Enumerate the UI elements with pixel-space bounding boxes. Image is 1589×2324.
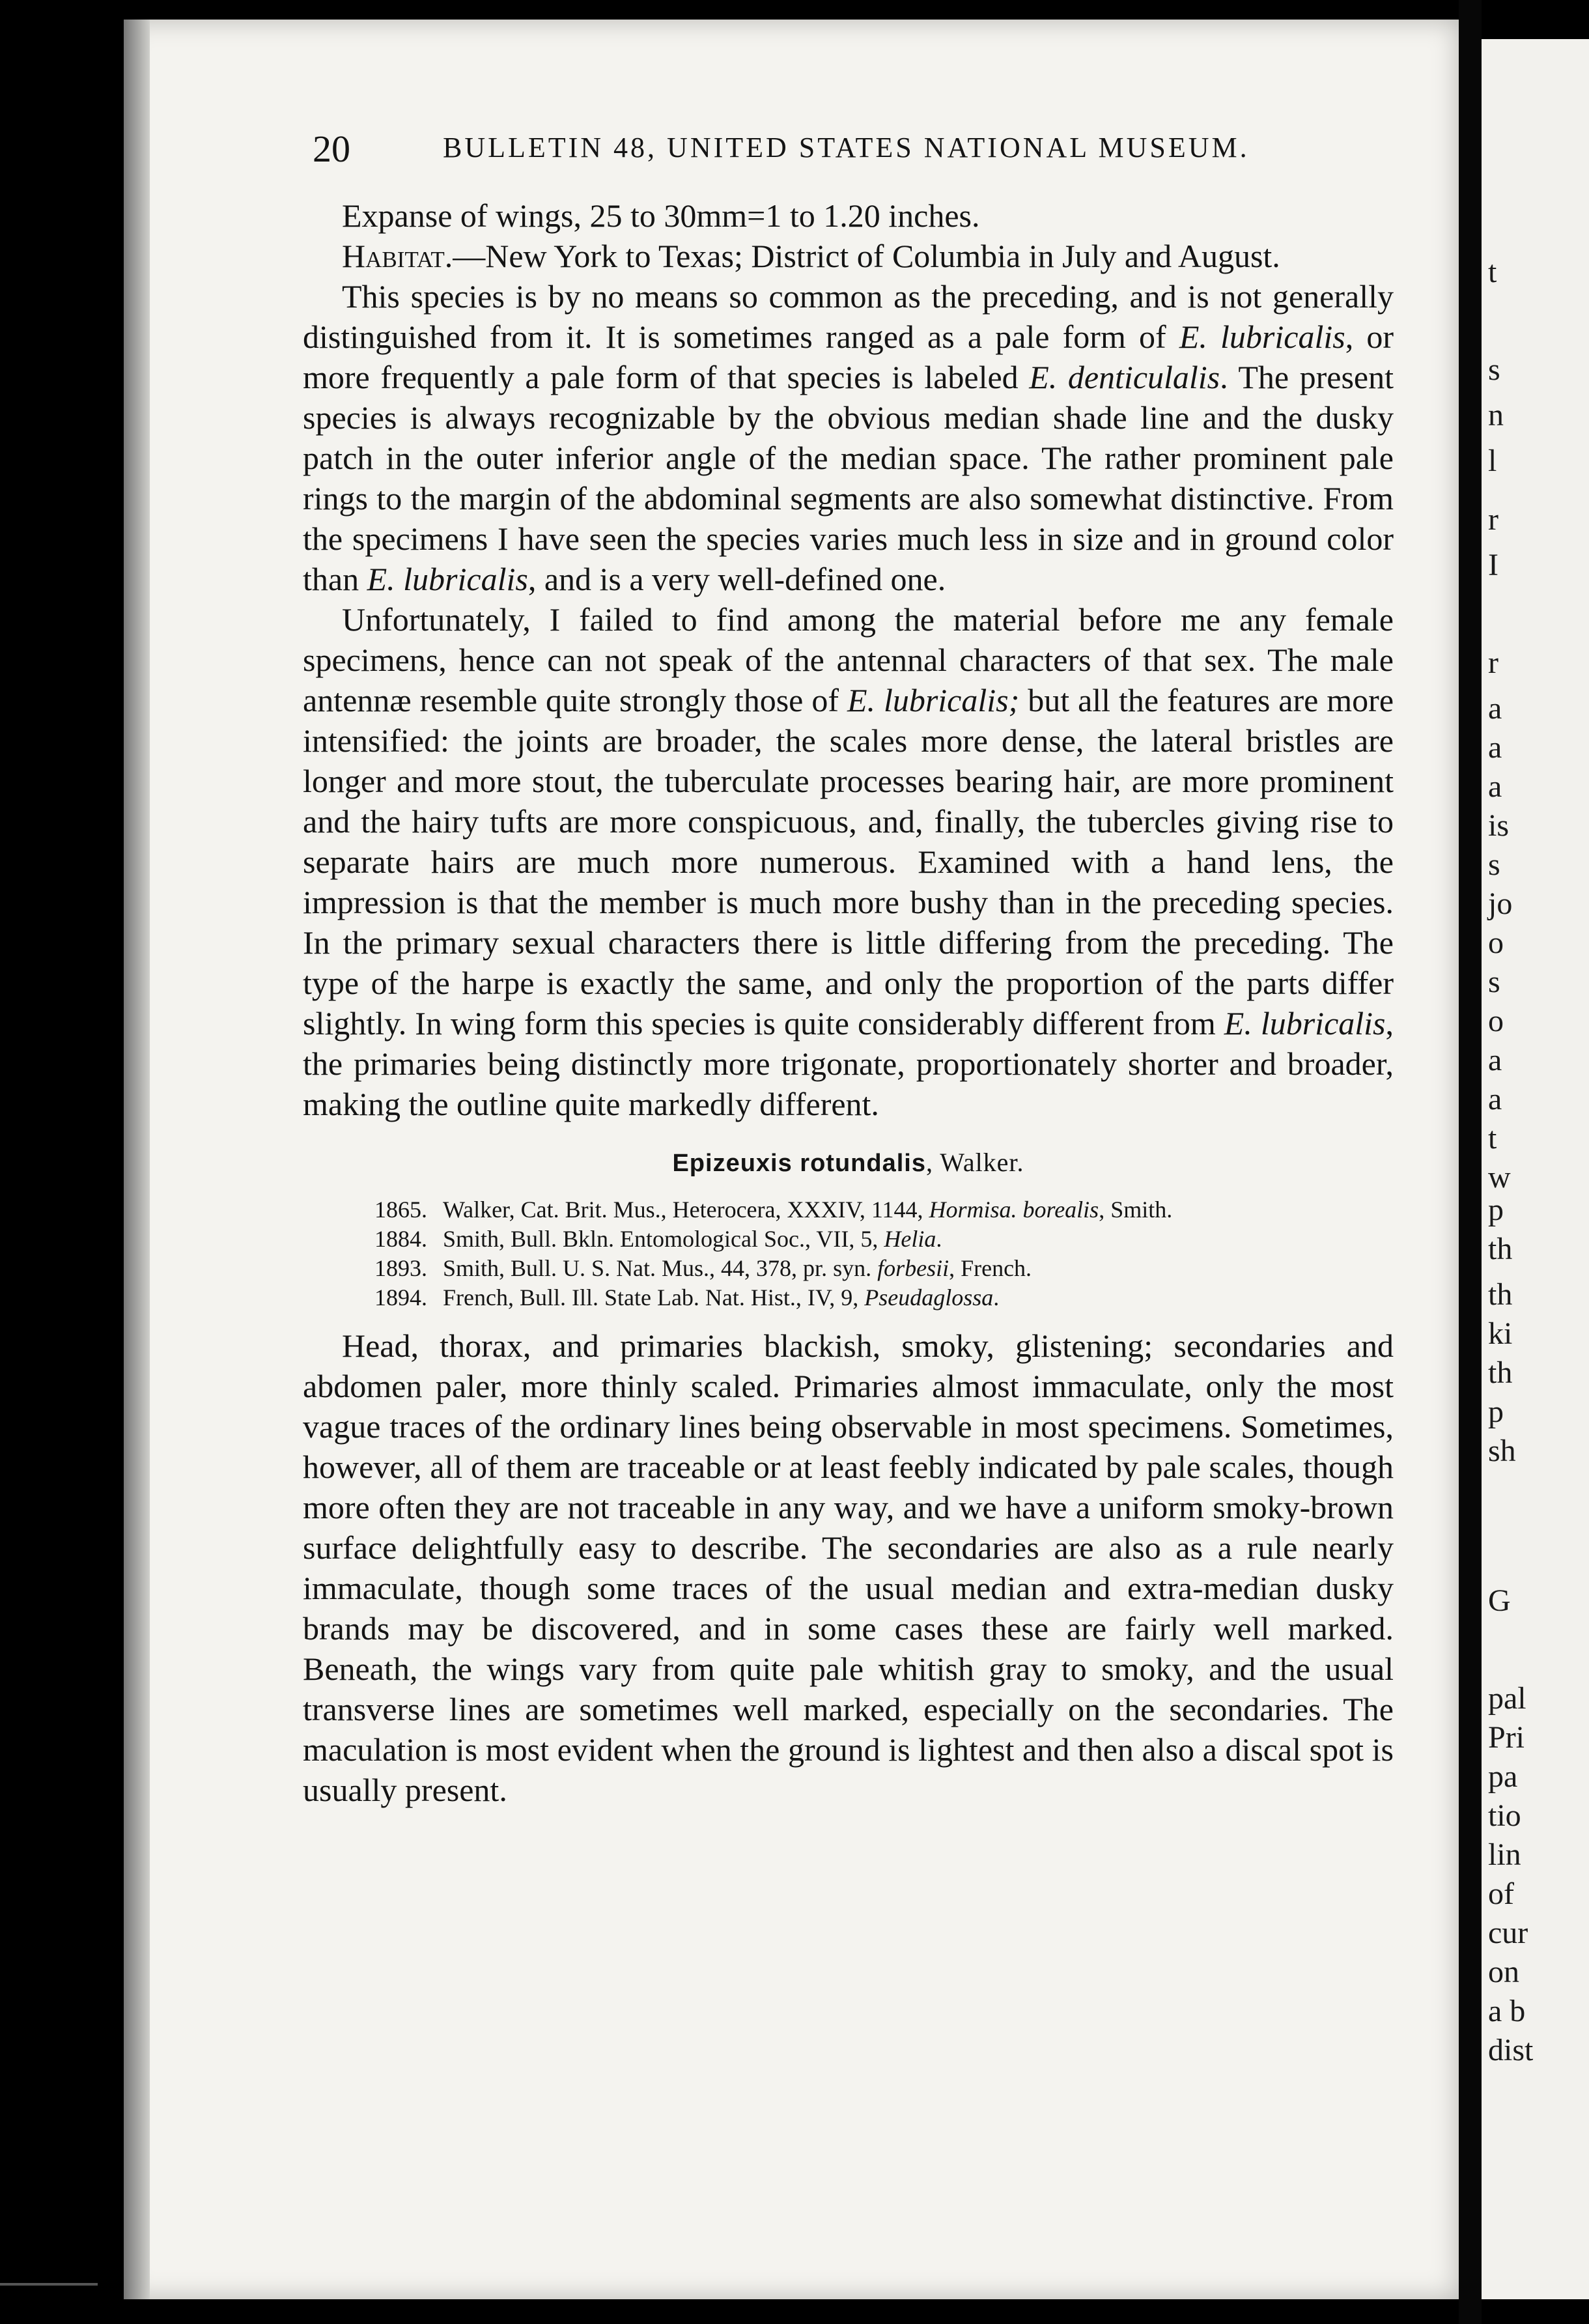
description-paragraph: Head, thorax, and primaries blackish, smoky, glistening; secondaries and abdomen paler, more thinly scaled. Primaries almost immaculate, only the most vague traces of the ordinary lines being observable in most specimens. Sometimes, however, all of them are traceable or at least feebly indicated by pale scales, though more often they are not traceable in any way, and we have a uniform smoky-brown surface delightfully easy to describe. The secondaries are also as a rule nearly immaculate, though some traces of the usual median and extra-median dusky brands may be discovered, and in some cases these are fairly well marked. Beneath, the wings vary from quite pale whitish gray to smoky, and the usual transverse lines are sometimes well marked, especially on the secondaries. The maculation is most evident when the ground is lightest and then also a discal spot is usually present. — [303, 1327, 1394, 1808]
reference-year: 1894. — [374, 1284, 427, 1311]
facing-page-fragment: Pri — [1488, 1720, 1525, 1755]
facing-page-fragment: a — [1488, 769, 1502, 804]
reference-entry — [374, 1254, 1394, 1283]
facing-page-fragment: n — [1488, 398, 1504, 432]
facing-page-fragment: a — [1488, 691, 1502, 726]
facing-page-fragment: cur — [1488, 1916, 1528, 1950]
facing-page-fragment: dist — [1488, 2033, 1534, 2067]
facing-page-fragment: I — [1488, 548, 1498, 582]
facing-page-fragment: th — [1488, 1232, 1513, 1266]
species-ref: E. lubricalis — [1224, 1005, 1386, 1042]
page-spine-shadow — [124, 20, 150, 2299]
species-heading — [303, 1142, 1394, 1183]
facing-page-fragment: p — [1488, 1193, 1504, 1227]
facing-page-fragment: pal — [1488, 1681, 1526, 1716]
reference-text: , French. — [949, 1255, 1032, 1281]
reference-year: 1884. — [374, 1226, 427, 1252]
paragraph-antennae — [303, 599, 1394, 1124]
reference-name: forbesii — [877, 1255, 949, 1281]
species-name: Epizeuxis rotundalis — [672, 1150, 926, 1177]
facing-page-fragment: is — [1488, 808, 1510, 843]
facing-page-edge — [1482, 39, 1589, 2299]
reference-name: Hormisa. borealis — [929, 1197, 1099, 1223]
facing-page-fragment: G — [1488, 1583, 1511, 1618]
species-ref: E. lubricalis — [367, 561, 528, 597]
paragraph-text: This species is by no means so common as the preceding, and is not generally distinguished from it. It is sometimes ranged as a pale form of — [303, 278, 1394, 355]
facing-page-fragment: on — [1488, 1955, 1519, 1989]
paragraph-text: but all the features are more intensified: the joints are broader, the scales more dense, the lateral bristles are longer and more stout, the tuberculate processes bearing hair, are more prominent and the hairy tufts are more conspicuous, and, finally, the tubercles giving rise to separate hairs are much more numerous. Examined with a hand lens, the impression is that the member is much more bushy than in the preceding species. In the primary sexual characters there is little differing from the preceding. The type of the harpe is exactly the same, and only the proportion of the parts differ slightly. In wing form this species is quite considerably different from — [303, 682, 1394, 1042]
reference-text: Smith, Bull. Bkln. Entomological Soc., VII, 5, — [443, 1226, 884, 1252]
facing-page-fragment: a b — [1488, 1994, 1526, 2028]
species-ref: E. denticulalis — [1029, 359, 1220, 395]
scan-artifact — [0, 2283, 98, 2286]
facing-page-fragment: s — [1488, 847, 1500, 882]
book-gutter — [1459, 0, 1482, 2324]
facing-page-fragment: a — [1488, 1082, 1502, 1116]
facing-page-fragment: t — [1488, 1121, 1497, 1155]
expanse-line: Expanse of wings, 25 to 30mm=1 to 1.20 inches. — [342, 197, 980, 234]
reference-name: Pseudaglossa — [864, 1284, 994, 1311]
synonymy-references — [303, 1195, 1394, 1312]
page-body — [303, 195, 1394, 1810]
facing-page-fragment: lin — [1488, 1837, 1521, 1872]
paragraph-text: , and is a very well-defined one. — [527, 561, 946, 597]
facing-page-fragment: s — [1488, 352, 1500, 387]
running-head: BULLETIN 48, UNITED STATES NATIONAL MUSEUM. — [443, 132, 1250, 163]
facing-page-fragment: a — [1488, 730, 1502, 765]
page-number: 20 — [313, 128, 350, 170]
habitat-label: Habitat. — [342, 238, 453, 274]
facing-page-fragment: pa — [1488, 1759, 1518, 1794]
species-ref: E. lubricalis; — [847, 682, 1020, 718]
reference-text: Smith, Bull. U. S. Nat. Mus., 44, 378, pr. syn. — [443, 1255, 878, 1281]
facing-page-fragment: r — [1488, 502, 1498, 537]
paragraph-text: . The present species is always recognizable by the obvious median shade line and the dusky patch in the outer inferior angle of the median space. The rather prominent pale rings to the margin of the abdominal segments are also somewhat distinctive. From the specimens I have seen the species varies much less in size and in ground color than — [303, 359, 1394, 597]
paragraph-text: , or more frequently a pale form of that species is labeled — [303, 319, 1394, 395]
facing-page-fragment: w — [1488, 1160, 1511, 1195]
facing-page-fragment: o — [1488, 926, 1504, 960]
reference-text: . — [936, 1226, 942, 1252]
facing-page-fragment: t — [1488, 255, 1497, 289]
facing-page-fragment: jo — [1488, 886, 1513, 921]
reference-entry — [374, 1283, 1394, 1312]
facing-page-fragment: tio — [1488, 1798, 1521, 1833]
reference-year: 1893. — [374, 1255, 427, 1281]
facing-page-fragment: th — [1488, 1355, 1513, 1390]
facing-page-fragment: ki — [1488, 1316, 1513, 1351]
reference-year: 1865. — [374, 1197, 427, 1223]
reference-text: Walker, Cat. Brit. Mus., Heterocera, XXXIV, 1144, — [443, 1197, 929, 1223]
facing-page-fragment: sh — [1488, 1434, 1516, 1468]
paragraph-comparison — [303, 276, 1394, 599]
paragraph-text: , the primaries being distinctly more trigonate, proportionately shorter and broader, making the outline quite markedly different. — [303, 1005, 1394, 1122]
species-author: , Walker. — [925, 1148, 1024, 1177]
facing-page-fragment: p — [1488, 1395, 1504, 1429]
facing-page-fragment: a — [1488, 1043, 1502, 1077]
page-header — [313, 127, 1420, 179]
facing-page-fragment: l — [1488, 444, 1497, 478]
habitat-text: —New York to Texas; District of Columbia in July and August. — [453, 238, 1280, 274]
reference-entry — [374, 1225, 1394, 1254]
facing-page-fragment: o — [1488, 1004, 1504, 1038]
species-ref: E. lubricalis — [1179, 319, 1345, 355]
reference-text: . — [993, 1284, 1000, 1311]
paragraph-text: Unfortunately, I failed to find among the material before me any female specimens, hence can not speak of the antennal characters of that sex. The male antennæ resemble quite strongly those of — [303, 601, 1394, 718]
facing-page-fragment: of — [1488, 1877, 1514, 1911]
reference-entry — [374, 1195, 1394, 1225]
reference-name: Helia — [884, 1226, 936, 1252]
habitat-paragraph — [303, 236, 1394, 276]
facing-page-fragment: th — [1488, 1277, 1513, 1312]
reference-text: , Smith. — [1099, 1197, 1173, 1223]
scan-background — [0, 0, 120, 2324]
reference-text: French, Bull. Ill. State Lab. Nat. Hist., IV, 9, — [443, 1284, 865, 1311]
facing-page-fragment: r — [1488, 645, 1498, 680]
facing-page-fragment: s — [1488, 965, 1500, 999]
